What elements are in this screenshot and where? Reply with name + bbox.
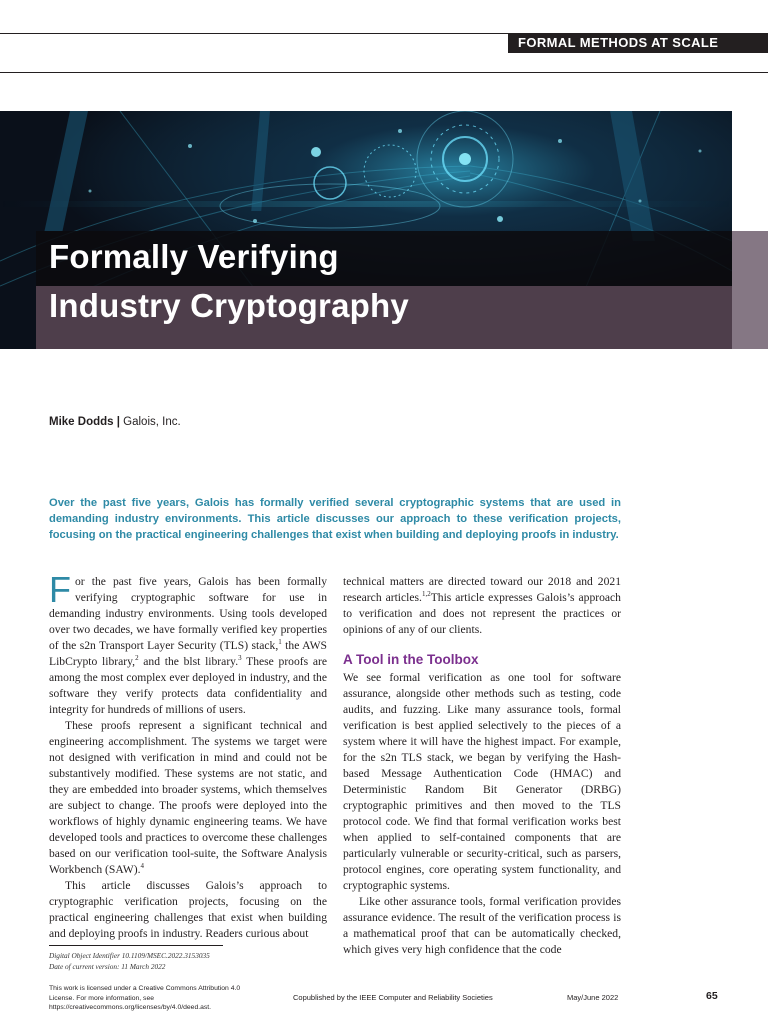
- footnote-rule: [49, 945, 223, 946]
- paragraph-3: [49, 878, 327, 942]
- paragraph-2-text: These proofs represent a significant technical and engineering accomplishment. The systems we target were not designed with verification in mind and could not be substantively modified. These systems are not static, and they are embedded into broader systems, which themselves are subject to change. The proofs were deployed into the workflows of highly dynamic engineering teams. We have developed tools and practices to overcome these challenges based on our verification tool-suite, the Software Analysis Workbench (SAW).: [49, 719, 327, 876]
- citation-2: 2: [135, 654, 139, 663]
- paragraph-1-text-c: and the blst library.: [138, 655, 239, 668]
- paragraph-3-end: This article expresses Galois’s approach to verification and does not represent the practices or opinions of any of our clients.: [343, 591, 621, 636]
- paragraph-1-text-a: or the past five years, Galois has been formally verifying cryptographic software for use in demanding industry environments. Using tools developed over two decades, we have formally verified key properties of the s2n Transport Layer Security (TLS) stack,: [49, 575, 327, 652]
- section-tag: FORMAL METHODS AT SCALE: [508, 33, 768, 53]
- page-number: 65: [706, 990, 718, 1002]
- section-heading: A Tool in the Toolbox: [343, 652, 479, 667]
- copublished-notice: Copublished by the IEEE Computer and Reliability Societies: [293, 993, 493, 1002]
- paragraph-4: We see formal verification as one tool for software assurance, alongside other methods such as testing, code audits, and fuzzing. Like many assurance tools, formal verification is best applied selectively to the pieces of a system where it will have the highest impact. For example, for the s2n TLS stack, we began by verifying the Hash-based Message Authentication Code (HMAC) and Deterministic Random Bit Generator (DRBG) cryptographic primitives and then moved to the TLS protocol code. We find that formal verification works best when applied to self-contained components that are particularly vulnerable or security-critical, such as parsers, protocol engines, core operating system functionality, and cryptographic systems.: [343, 671, 621, 892]
- author-name: Mike Dodds |: [49, 416, 120, 428]
- article-title-line-1: Formally Verifying: [49, 238, 339, 275]
- paragraph-3: [343, 574, 621, 638]
- citation-3: 3: [238, 654, 242, 663]
- paragraph-1-text-b: the AWS LibCrypto library,: [49, 639, 327, 668]
- doi-footnote: Digital Object Identifier 10.1109/MSEC.2022.3153035: [49, 951, 210, 960]
- paragraph-1-text-d: These proofs are among the most complex ever deployed in industry, and the software they verify protects data confidentiality and integrity for hundreds of millions of users.: [49, 655, 328, 716]
- drop-cap: F: [49, 569, 71, 610]
- byline: [49, 416, 181, 428]
- license-notice: This work is licensed under a Creative Commons Attribution 4.0 License. For more information, see https://creativecommons.org/licenses/by/4.0/deed.ast.: [49, 985, 241, 1011]
- body-column-right: [343, 574, 621, 958]
- paragraph-1: [49, 569, 328, 718]
- article-title-line-2: Industry Cryptography: [49, 287, 409, 324]
- paragraph-3-text: This article discusses Galois’s approach to cryptographic verification projects, focusing on the practical engineering challenges that exist when building and deploying proofs in industry. Readers curious about: [49, 879, 327, 940]
- citation-1: 1: [278, 638, 282, 647]
- article-abstract: Over the past five years, Galois has formally verified several cryptographic systems that are used in demanding industry environments. This article discusses our approach to these verification projects, focusing on the practical engineering challenges that exist when building and deploying proofs in industry.: [49, 497, 621, 541]
- paragraph-3-text: technical matters are directed toward our 2018 and 2021 research articles.: [343, 575, 621, 604]
- issue-date: May/June 2022: [567, 993, 619, 1002]
- side-color-band: [732, 231, 768, 349]
- date-footnote: Date of current version: 11 March 2022: [49, 962, 166, 971]
- citation-4: 4: [140, 862, 145, 871]
- citation-1-2: 1,2: [421, 590, 431, 599]
- paragraph-2: [49, 718, 327, 878]
- paragraph-5: Like other assurance tools, formal verification provides assurance evidence. The result of the verification process is a mathematical proof that can be automatically checked, which gives very high confidence that the code: [343, 895, 621, 956]
- header-rule-bottom: [0, 72, 768, 73]
- body-column-left: [49, 569, 328, 942]
- author-affiliation: Galois, Inc.: [119, 416, 181, 428]
